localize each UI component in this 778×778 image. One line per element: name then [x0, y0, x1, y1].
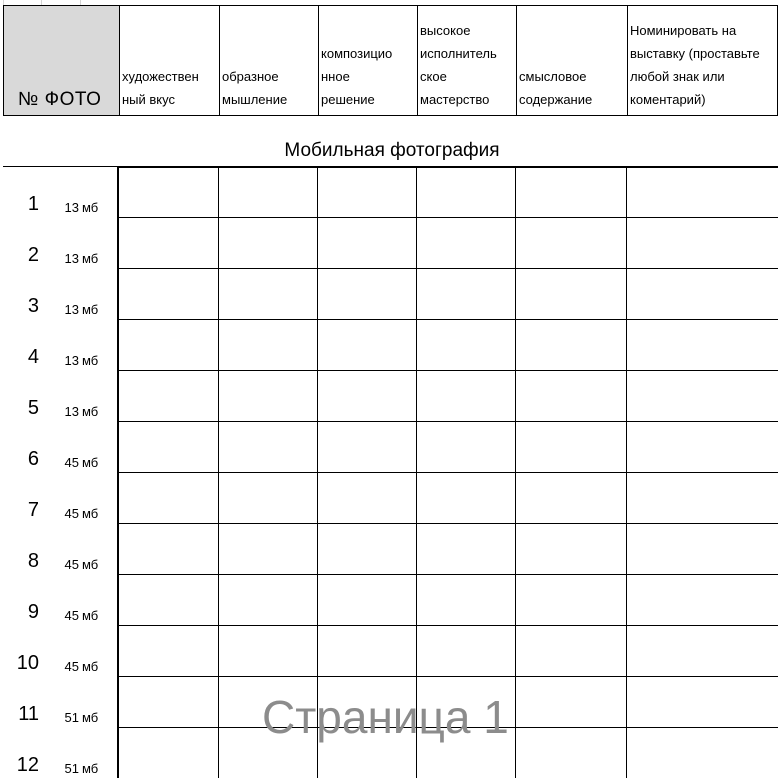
- score-cell[interactable]: [417, 626, 516, 677]
- photo-number: 7: [27, 499, 39, 521]
- score-cell[interactable]: [119, 575, 219, 626]
- file-size-cell[interactable]: [43, 320, 81, 371]
- photo-number-cell[interactable]: [3, 422, 43, 473]
- file-size-cell[interactable]: [43, 626, 81, 677]
- photo-number: 6: [27, 448, 39, 470]
- score-cell[interactable]: [119, 626, 219, 677]
- score-cell[interactable]: [627, 575, 778, 626]
- file-size-unit-cell[interactable]: [81, 575, 119, 626]
- score-cell[interactable]: [516, 320, 627, 371]
- score-cell[interactable]: [417, 728, 516, 778]
- score-cell[interactable]: [219, 728, 318, 778]
- score-cell[interactable]: [219, 371, 318, 422]
- criteria-header-label: композицио нное решение: [321, 46, 393, 107]
- photo-number-header[interactable]: [3, 5, 119, 116]
- file-size-cell[interactable]: [43, 422, 81, 473]
- score-cell[interactable]: [627, 422, 778, 473]
- score-cell[interactable]: [119, 422, 219, 473]
- score-cell[interactable]: [516, 575, 627, 626]
- file-size-unit: мб: [82, 455, 99, 470]
- table-row: [3, 320, 778, 371]
- file-size: 13: [64, 404, 79, 419]
- table-row: [3, 371, 778, 422]
- score-cell[interactable]: [219, 320, 318, 371]
- score-cell[interactable]: [516, 626, 627, 677]
- table-row: [3, 473, 778, 524]
- score-cell[interactable]: [318, 626, 417, 677]
- score-cell[interactable]: [318, 422, 417, 473]
- photo-number-cell[interactable]: [3, 269, 43, 320]
- file-size-cell[interactable]: [43, 218, 81, 269]
- table-row: [3, 269, 778, 320]
- score-cell[interactable]: [318, 728, 417, 778]
- photo-number-cell[interactable]: [3, 371, 43, 422]
- file-size-unit-cell[interactable]: [81, 371, 119, 422]
- score-cell[interactable]: [417, 320, 516, 371]
- photo-number: 4: [27, 346, 39, 368]
- file-size-cell[interactable]: [43, 473, 81, 524]
- score-cell[interactable]: [119, 524, 219, 575]
- criteria-header-nominate[interactable]: [627, 5, 778, 116]
- score-cell[interactable]: [119, 371, 219, 422]
- score-cell[interactable]: [516, 371, 627, 422]
- score-cell[interactable]: [318, 524, 417, 575]
- photo-number: 11: [18, 703, 39, 725]
- file-size: 45: [64, 506, 79, 521]
- photo-number: 2: [27, 244, 39, 266]
- score-cell[interactable]: [219, 422, 318, 473]
- file-size-unit: мб: [82, 557, 99, 572]
- score-cell[interactable]: [318, 320, 417, 371]
- photo-number: 1: [27, 193, 39, 215]
- table-row: [3, 626, 778, 677]
- file-size-unit: мб: [82, 710, 99, 725]
- file-size-unit: мб: [82, 200, 99, 215]
- photo-number: 12: [16, 754, 39, 776]
- table-row: [3, 218, 778, 269]
- score-cell[interactable]: [417, 677, 516, 728]
- file-size-unit: мб: [82, 302, 99, 317]
- file-size-unit-cell[interactable]: [81, 320, 119, 371]
- score-cell[interactable]: [417, 422, 516, 473]
- photo-number-cell[interactable]: [3, 626, 43, 677]
- score-cell[interactable]: [318, 269, 417, 320]
- score-cell[interactable]: [627, 269, 778, 320]
- score-cell[interactable]: [417, 218, 516, 269]
- file-size-cell[interactable]: [43, 677, 81, 728]
- criteria-header-label: смысловое содержание: [519, 69, 593, 107]
- file-size: 45: [64, 608, 79, 623]
- score-cell[interactable]: [119, 728, 219, 778]
- photo-number-cell[interactable]: [3, 677, 43, 728]
- file-size-unit: мб: [82, 404, 99, 419]
- score-cell[interactable]: [417, 371, 516, 422]
- criteria-header-label: Номинировать на выставку (проставьте любой знак или коментарий): [630, 23, 760, 107]
- score-cell[interactable]: [516, 422, 627, 473]
- score-cell[interactable]: [119, 320, 219, 371]
- criteria-header-imaginative-thinking[interactable]: [219, 5, 318, 116]
- criteria-header-meaning[interactable]: [516, 5, 627, 116]
- score-cell[interactable]: [627, 218, 778, 269]
- file-size-unit: мб: [82, 506, 99, 521]
- score-cell[interactable]: [318, 677, 417, 728]
- criteria-header-label: образное мышление: [222, 69, 288, 107]
- file-size-unit-cell[interactable]: [81, 167, 119, 218]
- photo-number: 10: [16, 652, 39, 674]
- criteria-header-composition[interactable]: [318, 5, 417, 116]
- score-cell[interactable]: [318, 167, 417, 218]
- table-row: [3, 575, 778, 626]
- score-cell[interactable]: [318, 473, 417, 524]
- score-cell[interactable]: [318, 371, 417, 422]
- score-cell[interactable]: [219, 677, 318, 728]
- file-size: 13: [64, 302, 79, 317]
- score-cell[interactable]: [219, 473, 318, 524]
- photo-number: 9: [27, 601, 39, 623]
- file-size: 51: [64, 761, 79, 776]
- file-size-cell[interactable]: [43, 728, 81, 778]
- photo-number-cell[interactable]: [3, 728, 43, 778]
- file-size-unit-cell[interactable]: [81, 218, 119, 269]
- score-cell[interactable]: [119, 677, 219, 728]
- file-size-unit: мб: [82, 608, 99, 623]
- score-cell[interactable]: [318, 575, 417, 626]
- score-cell[interactable]: [627, 677, 778, 728]
- file-size: 13: [64, 353, 79, 368]
- file-size: 51: [64, 710, 79, 725]
- score-cell[interactable]: [417, 269, 516, 320]
- criteria-header-artistic-taste[interactable]: [119, 5, 219, 116]
- score-cell[interactable]: [627, 473, 778, 524]
- file-size-unit: мб: [82, 761, 99, 776]
- score-cell[interactable]: [516, 677, 627, 728]
- file-size-cell[interactable]: [43, 371, 81, 422]
- file-size: 45: [64, 659, 79, 674]
- score-cell[interactable]: [417, 575, 516, 626]
- score-cell[interactable]: [627, 728, 778, 778]
- score-cell[interactable]: [219, 575, 318, 626]
- file-size: 45: [64, 455, 79, 470]
- score-cell[interactable]: [627, 626, 778, 677]
- score-cell[interactable]: [516, 728, 627, 778]
- score-cell[interactable]: [516, 524, 627, 575]
- criteria-header-label: высокое исполнитель ское мастерство: [420, 23, 497, 107]
- file-size-cell[interactable]: [43, 167, 81, 218]
- photo-number: 5: [27, 397, 39, 419]
- file-size: 13: [64, 251, 79, 266]
- score-cell[interactable]: [417, 524, 516, 575]
- table-row: [3, 728, 778, 778]
- score-cell[interactable]: [627, 320, 778, 371]
- file-size-cell[interactable]: [43, 524, 81, 575]
- table-row: [3, 422, 778, 473]
- file-size-cell[interactable]: [43, 269, 81, 320]
- photo-number-cell[interactable]: [3, 167, 43, 218]
- photo-number-cell[interactable]: [3, 218, 43, 269]
- score-cell[interactable]: [219, 167, 318, 218]
- file-size: 45: [64, 557, 79, 572]
- photo-number-cell[interactable]: [3, 524, 43, 575]
- table-row: [3, 167, 778, 218]
- page-watermark: Страница 1: [262, 691, 509, 743]
- photo-number: 8: [27, 550, 39, 572]
- score-cell[interactable]: [119, 167, 219, 218]
- file-size-unit-cell[interactable]: [81, 422, 119, 473]
- file-size-unit-cell[interactable]: [81, 626, 119, 677]
- score-cell[interactable]: [219, 269, 318, 320]
- score-cell[interactable]: [318, 218, 417, 269]
- score-cell[interactable]: [627, 371, 778, 422]
- score-cell[interactable]: [516, 269, 627, 320]
- score-cell[interactable]: [417, 167, 516, 218]
- file-size-cell[interactable]: [43, 575, 81, 626]
- file-size-unit: мб: [82, 251, 99, 266]
- score-cell[interactable]: [119, 218, 219, 269]
- file-size-unit-cell[interactable]: [81, 677, 119, 728]
- file-size-unit-cell[interactable]: [81, 524, 119, 575]
- file-size-unit: мб: [82, 353, 99, 368]
- photo-number-cell[interactable]: [3, 320, 43, 371]
- score-cell[interactable]: [219, 626, 318, 677]
- photo-number-cell[interactable]: [3, 473, 43, 524]
- score-cell[interactable]: [627, 167, 778, 218]
- file-size-unit: мб: [82, 659, 99, 674]
- score-cell[interactable]: [627, 524, 778, 575]
- score-cell[interactable]: [219, 524, 318, 575]
- criteria-header-mastery[interactable]: [417, 5, 516, 116]
- score-cell[interactable]: [516, 473, 627, 524]
- score-cell[interactable]: [219, 218, 318, 269]
- photo-number-header-label: № ФОТО: [18, 89, 102, 110]
- file-size: 13: [64, 200, 79, 215]
- score-cell[interactable]: [516, 218, 627, 269]
- score-cell[interactable]: [119, 473, 219, 524]
- criteria-header-label: художествен ный вкус: [122, 69, 199, 107]
- table-row: [3, 677, 778, 728]
- score-cell[interactable]: [417, 473, 516, 524]
- score-cell[interactable]: [119, 269, 219, 320]
- file-size-unit-cell[interactable]: [81, 473, 119, 524]
- section-title: Мобильная фотография: [284, 140, 500, 161]
- file-size-unit-cell[interactable]: [81, 728, 119, 778]
- photo-number: 3: [27, 295, 39, 317]
- photo-number-cell[interactable]: [3, 575, 43, 626]
- score-cell[interactable]: [516, 167, 627, 218]
- file-size-unit-cell[interactable]: [81, 269, 119, 320]
- table-row: [3, 524, 778, 575]
